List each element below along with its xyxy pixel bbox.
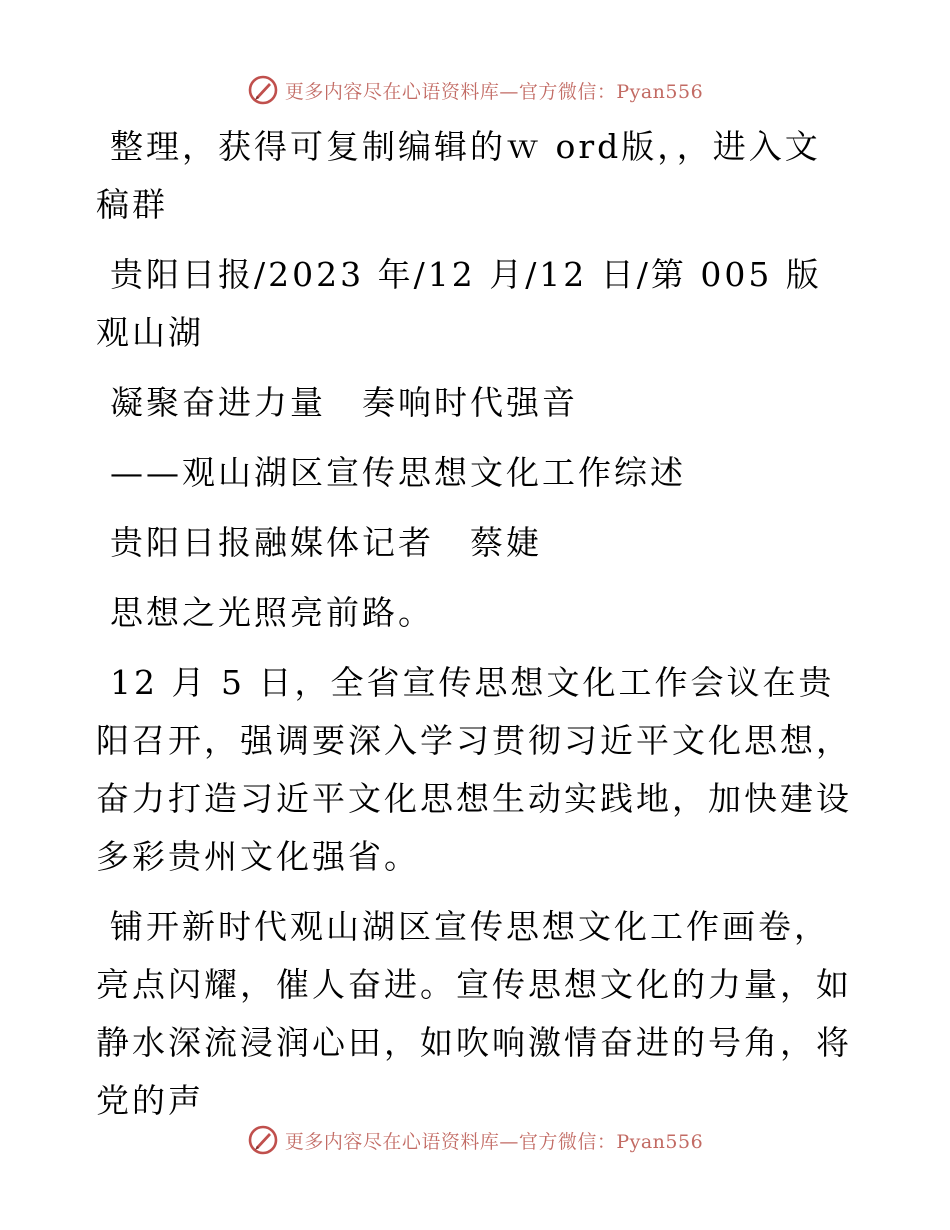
paragraph-intro-note: 整理，获得可复制编辑的ｗ ord版，，进入文稿群 (96, 127, 821, 224)
quill-pen-logo-icon (247, 74, 279, 106)
article-byline: 贵阳日报融媒体记者 蔡婕 (110, 523, 542, 562)
header-watermark-banner (0, 70, 950, 110)
document-body (96, 118, 856, 1142)
quill-pen-logo-icon (247, 1124, 279, 1156)
paragraph-lead: 思想之光照亮前路。 (110, 593, 434, 632)
article-title: 凝聚奋进力量 奏响时代强音 (110, 383, 578, 422)
paragraph-overview: 铺开新时代观山湖区宣传思想文化工作画卷，亮点闪耀，催人奋进。宣传思想文化的力量，如静水深流浸润心田，如吹响激情奋进的号角，将党的声 (96, 907, 852, 1120)
article-subtitle: ——观山湖区宣传思想文化工作综述 (110, 453, 686, 492)
header-watermark-text: 更多内容尽在心语资料库—官方微信：Pyan556 (284, 80, 704, 103)
paragraph-source-line: 贵阳日报/2023 年/12 月/12 日/第 005 版观山湖 (96, 255, 822, 352)
paragraph-conference: 12 月 5 日，全省宣传思想文化工作会议在贵阳召开，强调要深入学习贯彻习近平文化思想，奋力打造习近平文化思想生动实践地，加快建设多彩贵州文化强省。 (96, 663, 852, 876)
footer-watermark-text: 更多内容尽在心语资料库—官方微信：Pyan556 (284, 1130, 704, 1153)
footer-watermark-banner (0, 1120, 950, 1160)
